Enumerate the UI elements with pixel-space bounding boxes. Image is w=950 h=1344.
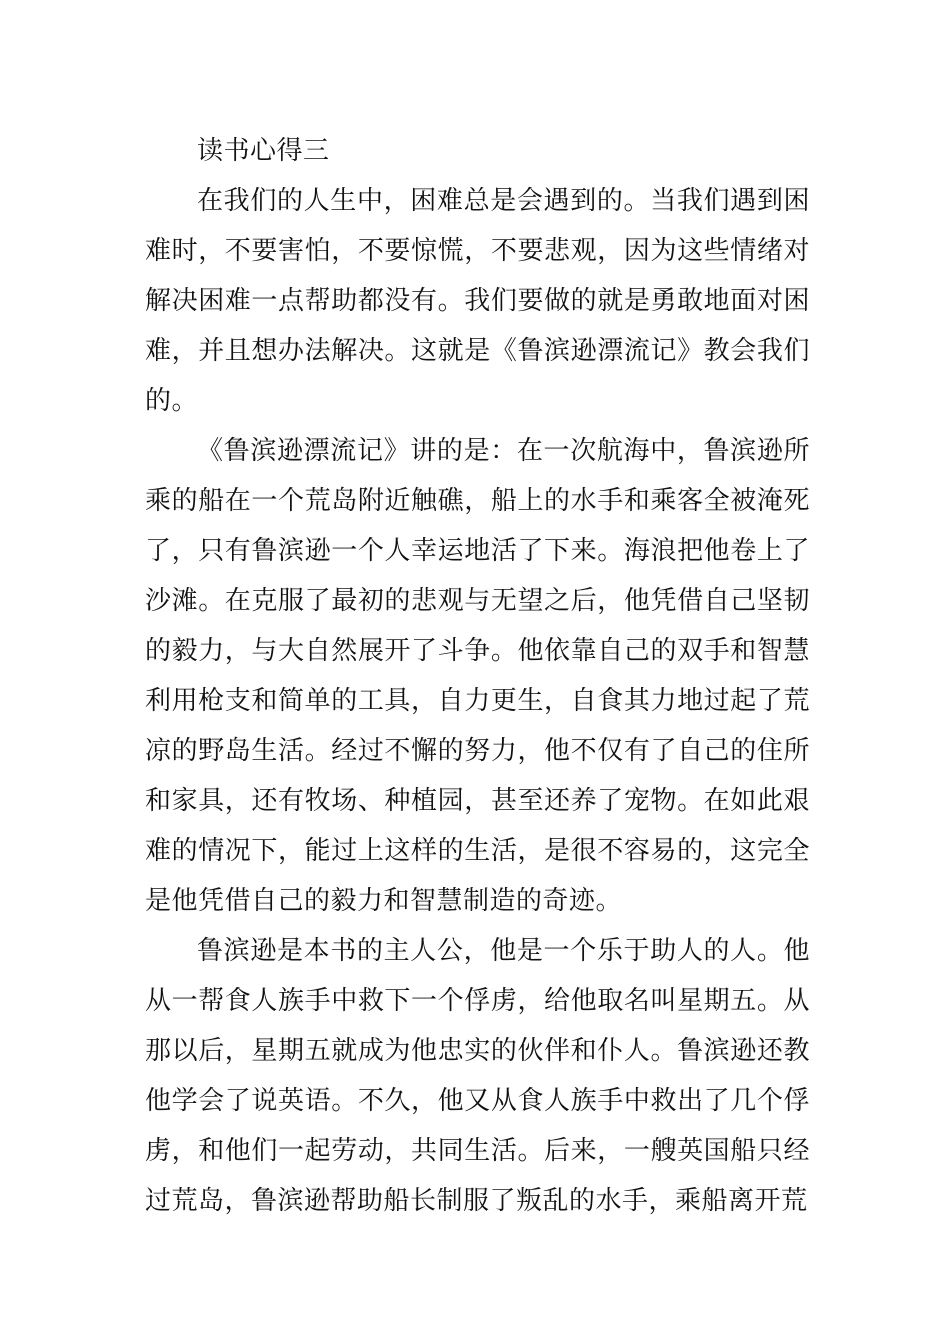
document-title: 读书心得三 (197, 136, 330, 166)
document-body (145, 126, 810, 1226)
paragraph-1: 在我们的人生中，困难总是会遇到的。当我们遇到困难时，不要害怕，不要惊慌，不要悲观，因为这些情绪对解决困难一点帮助都没有。我们要做的就是勇敢地面对困难，并且想办法解决。这就是《鲁滨逊漂流记》教会我们的。 (145, 186, 810, 416)
paragraph-3: 鲁滨逊是本书的主人公，他是一个乐于助人的人。他从一帮食人族手中救下一个俘虏，给他取名叫星期五。从那以后，星期五就成为他忠实的伙伴和仆人。鲁滨逊还教他学会了说英语。不久，他又从食人族手中救出了几个俘虏，和他们一起劳动，共同生活。后来，一艘英国船只经过荒岛，鲁滨逊帮助船长制服了叛乱的水手，乘船离开荒 (145, 936, 810, 1216)
paragraph-2: 《鲁滨逊漂流记》讲的是：在一次航海中，鲁滨逊所乘的船在一个荒岛附近触礁，船上的水手和乘客全被淹死了，只有鲁滨逊一个人幸运地活了下来。海浪把他卷上了沙滩。在克服了最初的悲观与无望之后，他凭借自己坚韧的毅力，与大自然展开了斗争。他依靠自己的双手和智慧利用枪支和简单的工具，自力更生，自食其力地过起了荒凉的野岛生活。经过不懈的努力，他不仅有了自己的住所和家具，还有牧场、种植园，甚至还养了宠物。在如此艰难的情况下，能过上这样的生活，是很不容易的，这完全是他凭借自己的毅力和智慧制造的奇迹。 (145, 436, 810, 916)
